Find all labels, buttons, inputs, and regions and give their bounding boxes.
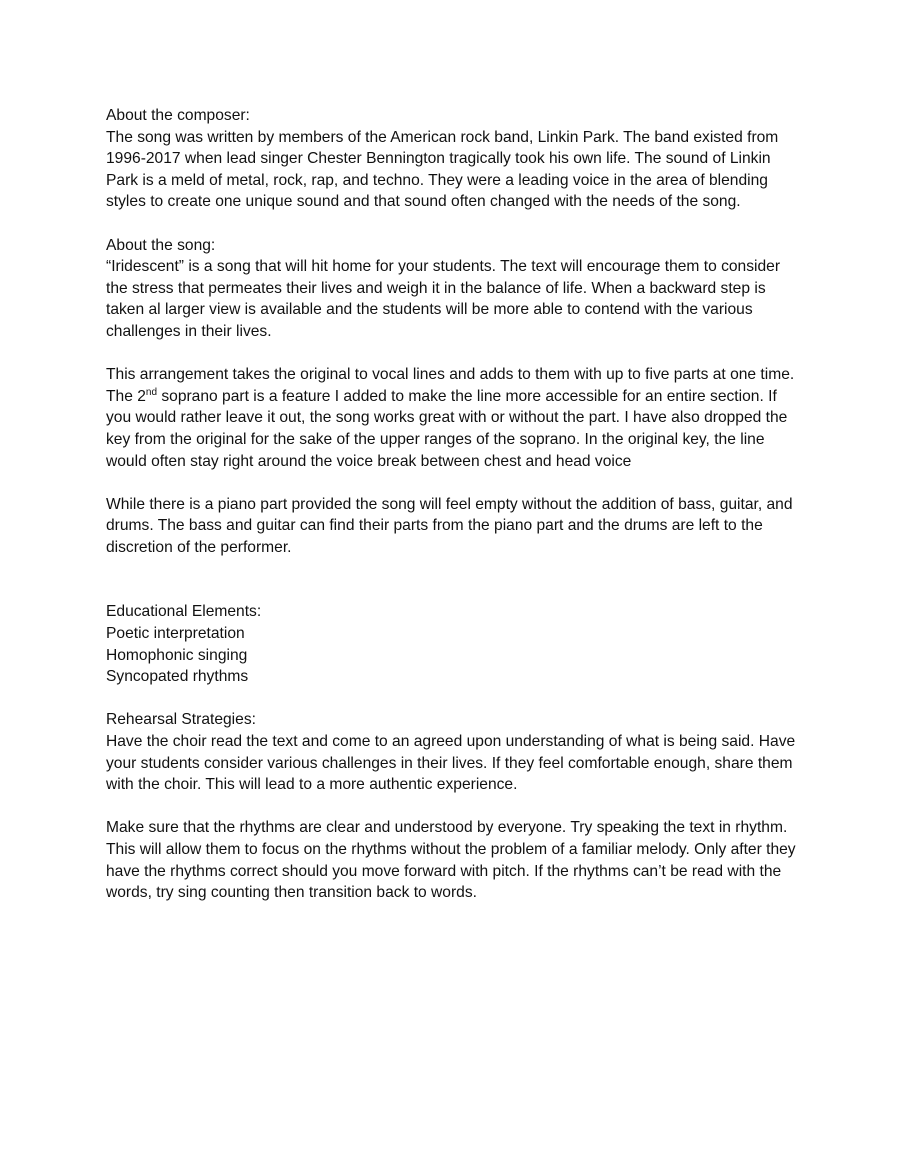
ordinal-superscript: nd — [145, 386, 158, 398]
document-page — [106, 105, 806, 904]
educational-item: Poetic interpretation — [106, 625, 245, 643]
rehearsal-paragraph-1: Have the choir read the text and come to an agreed upon understanding of what is being said. Have your students consider various challenges in their lives. If they feel comfortable enough, share them with the choir. This will lead to a more authentic experience. — [106, 733, 796, 794]
arrangement-text-end: soprano part is a feature I added to make the line more accessible for an entire section. If you would rather leave it out, the song works great with or without the part. I have also dropped the key from the original for the sake of the upper ranges of the soprano. In the original key, the line would often stay right around the voice break between chest and head voice — [106, 387, 788, 470]
arrangement-paragraph — [106, 364, 806, 472]
piano-note-paragraph: While there is a piano part provided the song will feel empty without the addition of bass, guitar, and drums. The bass and guitar can find their parts from the piano part and the drums are left to the discretion of the performer. — [106, 495, 793, 556]
educational-heading: Educational Elements: — [106, 603, 262, 621]
spacer — [106, 688, 806, 710]
rehearsal-heading: Rehearsal Strategies: — [106, 711, 256, 729]
composer-body: The song was written by members of the American rock band, Linkin Park. The band existed from 1996-2017 when lead singer Chester Bennington tragically took his own life. The sound of Linkin Park is a meld of metal, rock, rap, and techno. They were a leading voice in the area of blending styles to create one unique sound and that sound often changed with the needs of the song. — [106, 128, 779, 211]
arrangement-text-start: This arrangement takes the original to vocal lines and adds to them with up to five parts at one time. The 2 — [106, 366, 795, 405]
spacer — [106, 213, 806, 235]
educational-item: Homophonic singing — [106, 646, 248, 664]
spacer — [106, 558, 806, 601]
rehearsal-paragraph-2: Make sure that the rhythms are clear and understood by everyone. Try speaking the text in rhythm. This will allow them to focus on the rhythms without the problem of a familiar melody. Only after they have the rhythms correct should you move forward with pitch. If the rhythms can’t be read with the words, try sing counting then transition back to words. — [106, 819, 796, 902]
educational-item: Syncopated rhythms — [106, 668, 249, 686]
song-body: “Iridescent” is a song that will hit home for your students. The text will encourage them to consider the stress that permeates their lives and weigh it in the balance of life. When a backward step is taken al larger view is available and the students will be more able to contend with the various challenges in their lives. — [106, 258, 781, 340]
song-heading: About the song: — [106, 236, 216, 254]
spacer — [106, 796, 806, 818]
spacer — [106, 472, 806, 494]
spacer — [106, 343, 806, 365]
composer-heading: About the composer: — [106, 107, 250, 124]
